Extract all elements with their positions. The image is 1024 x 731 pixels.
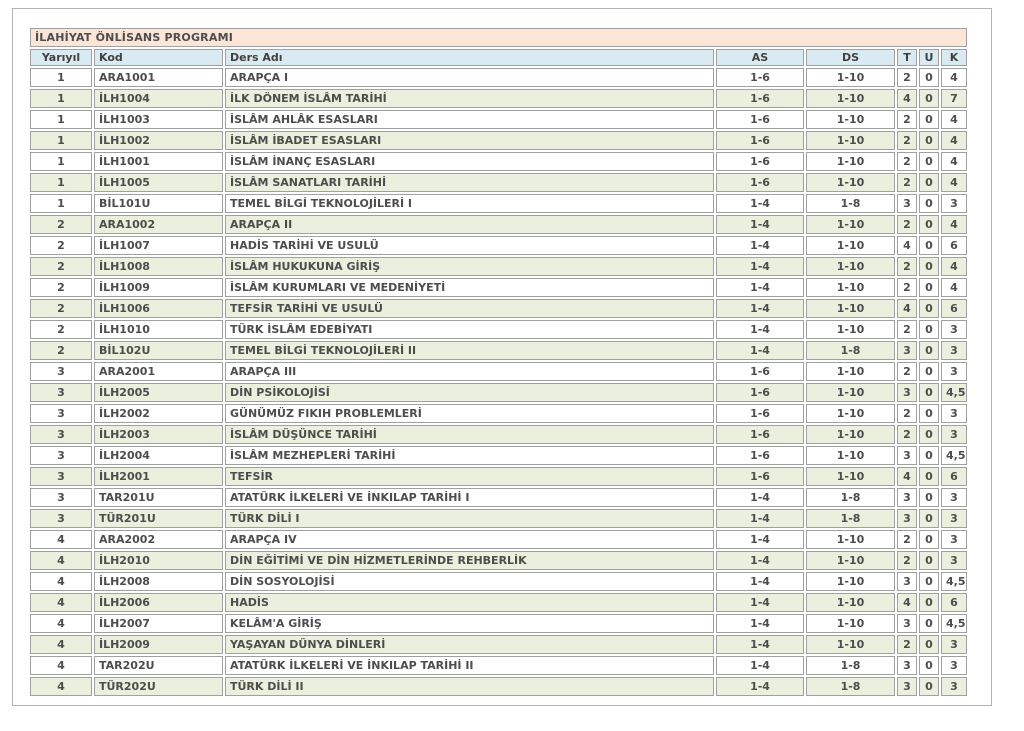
cell-as: 1-6	[716, 152, 804, 171]
table-row	[30, 257, 967, 276]
cell-ds: 1-10	[806, 152, 895, 171]
cell-u: 0	[919, 677, 939, 696]
cell-u: 0	[919, 446, 939, 465]
cell-ds: 1-10	[806, 593, 895, 612]
cell-ds: 1-10	[806, 89, 895, 108]
cell-yariyil: 1	[30, 68, 92, 87]
cell-ds: 1-10	[806, 362, 895, 381]
table-row	[30, 173, 967, 192]
cell-ders: İSLÂM DÜŞÜNCE TARİHİ	[225, 425, 714, 444]
cell-k: 4,5	[941, 614, 967, 633]
table-row	[30, 551, 967, 570]
cell-ds: 1-10	[806, 551, 895, 570]
cell-ds: 1-10	[806, 425, 895, 444]
cell-as: 1-6	[716, 131, 804, 150]
cell-ds: 1-10	[806, 236, 895, 255]
cell-ders: DİN SOSYOLOJİSİ	[225, 572, 714, 591]
cell-u: 0	[919, 320, 939, 339]
cell-yariyil: 3	[30, 446, 92, 465]
cell-kod: İLH1006	[94, 299, 223, 318]
cell-k: 3	[941, 635, 967, 654]
page-frame	[12, 8, 992, 706]
cell-ds: 1-10	[806, 215, 895, 234]
table-row	[30, 278, 967, 297]
cell-yariyil: 2	[30, 215, 92, 234]
cell-u: 0	[919, 257, 939, 276]
cell-u: 0	[919, 467, 939, 486]
cell-kod: İLH1004	[94, 89, 223, 108]
cell-ders: ATATÜRK İLKELERİ VE İNKILAP TARİHİ I	[225, 488, 714, 507]
cell-as: 1-4	[716, 656, 804, 675]
cell-yariyil: 4	[30, 530, 92, 549]
cell-ds: 1-10	[806, 278, 895, 297]
cell-yariyil: 4	[30, 635, 92, 654]
cell-u: 0	[919, 572, 939, 591]
cell-t: 3	[897, 677, 917, 696]
cell-ders: GÜNÜMÜZ FIKIH PROBLEMLERİ	[225, 404, 714, 423]
cell-yariyil: 3	[30, 362, 92, 381]
cell-as: 1-4	[716, 320, 804, 339]
cell-t: 4	[897, 236, 917, 255]
cell-ds: 1-10	[806, 110, 895, 129]
column-header-t: T	[897, 49, 917, 66]
cell-as: 1-6	[716, 404, 804, 423]
cell-ders: TÜRK İSLÂM EDEBİYATI	[225, 320, 714, 339]
cell-yariyil: 3	[30, 425, 92, 444]
cell-ders: İLK DÖNEM İSLÂM TARİHİ	[225, 89, 714, 108]
cell-t: 3	[897, 341, 917, 360]
cell-k: 3	[941, 404, 967, 423]
cell-t: 2	[897, 404, 917, 423]
cell-ders: İSLÂM HUKUKUNA GİRİŞ	[225, 257, 714, 276]
cell-t: 3	[897, 572, 917, 591]
column-header-k: K	[941, 49, 967, 66]
cell-k: 4	[941, 152, 967, 171]
cell-u: 0	[919, 152, 939, 171]
cell-k: 3	[941, 551, 967, 570]
cell-k: 4	[941, 110, 967, 129]
cell-t: 2	[897, 635, 917, 654]
cell-u: 0	[919, 68, 939, 87]
cell-kod: İLH2004	[94, 446, 223, 465]
cell-as: 1-4	[716, 236, 804, 255]
cell-k: 3	[941, 320, 967, 339]
cell-as: 1-4	[716, 215, 804, 234]
cell-t: 2	[897, 152, 917, 171]
column-header-yariyil: Yarıyıl	[30, 49, 92, 66]
cell-u: 0	[919, 341, 939, 360]
cell-u: 0	[919, 215, 939, 234]
cell-kod: İLH1009	[94, 278, 223, 297]
cell-u: 0	[919, 425, 939, 444]
cell-u: 0	[919, 551, 939, 570]
table-row	[30, 404, 967, 423]
cell-ders: HADİS	[225, 593, 714, 612]
cell-ds: 1-8	[806, 656, 895, 675]
cell-t: 2	[897, 131, 917, 150]
cell-as: 1-6	[716, 362, 804, 381]
cell-ders: HADİS TARİHİ VE USULÜ	[225, 236, 714, 255]
table-row	[30, 362, 967, 381]
cell-k: 4	[941, 173, 967, 192]
cell-k: 3	[941, 656, 967, 675]
cell-ders: DİN PSİKOLOJİSİ	[225, 383, 714, 402]
cell-u: 0	[919, 593, 939, 612]
column-header-as: AS	[716, 49, 804, 66]
cell-ds: 1-10	[806, 257, 895, 276]
cell-ders: DİN EĞİTİMİ VE DİN HİZMETLERİNDE REHBERLİK	[225, 551, 714, 570]
cell-ds: 1-10	[806, 572, 895, 591]
cell-ds: 1-10	[806, 614, 895, 633]
cell-yariyil: 3	[30, 383, 92, 402]
cell-kod: TÜR202U	[94, 677, 223, 696]
cell-k: 3	[941, 677, 967, 696]
table-header-row	[30, 49, 967, 66]
cell-yariyil: 4	[30, 551, 92, 570]
table-row	[30, 509, 967, 528]
table-row	[30, 635, 967, 654]
cell-yariyil: 3	[30, 404, 92, 423]
cell-ders: KELÂM'A GİRİŞ	[225, 614, 714, 633]
cell-yariyil: 2	[30, 236, 92, 255]
cell-as: 1-6	[716, 110, 804, 129]
cell-u: 0	[919, 236, 939, 255]
cell-ders: TEMEL BİLGİ TEKNOLOJİLERİ I	[225, 194, 714, 213]
cell-as: 1-4	[716, 299, 804, 318]
cell-ders: YAŞAYAN DÜNYA DİNLERİ	[225, 635, 714, 654]
cell-as: 1-4	[716, 614, 804, 633]
column-header-ds: DS	[806, 49, 895, 66]
cell-yariyil: 4	[30, 593, 92, 612]
cell-kod: İLH1010	[94, 320, 223, 339]
cell-k: 3	[941, 362, 967, 381]
cell-t: 3	[897, 509, 917, 528]
cell-ds: 1-8	[806, 341, 895, 360]
cell-yariyil: 2	[30, 320, 92, 339]
program-table	[28, 26, 969, 698]
cell-u: 0	[919, 635, 939, 654]
cell-ders: İSLÂM KURUMLARI VE MEDENİYETİ	[225, 278, 714, 297]
table-row	[30, 425, 967, 444]
cell-as: 1-6	[716, 467, 804, 486]
cell-as: 1-4	[716, 194, 804, 213]
cell-kod: İLH1001	[94, 152, 223, 171]
cell-yariyil: 1	[30, 152, 92, 171]
cell-kod: İLH2006	[94, 593, 223, 612]
cell-t: 2	[897, 425, 917, 444]
cell-k: 3	[941, 488, 967, 507]
cell-kod: İLH2007	[94, 614, 223, 633]
cell-ders: İSLÂM MEZHEPLERİ TARİHİ	[225, 446, 714, 465]
table-row	[30, 152, 967, 171]
cell-t: 3	[897, 383, 917, 402]
course-table-body	[30, 68, 967, 696]
cell-ds: 1-10	[806, 467, 895, 486]
cell-kod: İLH2001	[94, 467, 223, 486]
cell-t: 2	[897, 320, 917, 339]
cell-ders: TEFSİR TARİHİ VE USULÜ	[225, 299, 714, 318]
cell-kod: BİL102U	[94, 341, 223, 360]
cell-t: 2	[897, 530, 917, 549]
cell-u: 0	[919, 299, 939, 318]
table-row	[30, 194, 967, 213]
cell-yariyil: 3	[30, 488, 92, 507]
cell-kod: İLH1007	[94, 236, 223, 255]
cell-as: 1-6	[716, 446, 804, 465]
cell-as: 1-6	[716, 425, 804, 444]
cell-ders: TÜRK DİLİ II	[225, 677, 714, 696]
cell-yariyil: 1	[30, 110, 92, 129]
cell-ders: İSLÂM AHLÂK ESASLARI	[225, 110, 714, 129]
cell-u: 0	[919, 110, 939, 129]
cell-kod: İLH1008	[94, 257, 223, 276]
cell-as: 1-4	[716, 551, 804, 570]
cell-t: 2	[897, 362, 917, 381]
cell-ds: 1-8	[806, 194, 895, 213]
column-header-ders-adi: Ders Adı	[225, 49, 714, 66]
cell-ds: 1-10	[806, 131, 895, 150]
cell-t: 3	[897, 656, 917, 675]
cell-k: 7	[941, 89, 967, 108]
cell-ds: 1-10	[806, 383, 895, 402]
cell-k: 6	[941, 236, 967, 255]
cell-kod: İLH2003	[94, 425, 223, 444]
cell-k: 4	[941, 215, 967, 234]
table-row	[30, 68, 967, 87]
cell-ds: 1-10	[806, 68, 895, 87]
cell-kod: TÜR201U	[94, 509, 223, 528]
table-row	[30, 446, 967, 465]
cell-yariyil: 4	[30, 614, 92, 633]
cell-ds: 1-10	[806, 635, 895, 654]
cell-u: 0	[919, 656, 939, 675]
cell-kod: İLH2010	[94, 551, 223, 570]
cell-as: 1-6	[716, 173, 804, 192]
cell-u: 0	[919, 194, 939, 213]
cell-u: 0	[919, 383, 939, 402]
cell-k: 4	[941, 257, 967, 276]
cell-as: 1-4	[716, 572, 804, 591]
cell-t: 2	[897, 68, 917, 87]
cell-yariyil: 3	[30, 509, 92, 528]
cell-yariyil: 1	[30, 131, 92, 150]
cell-as: 1-4	[716, 677, 804, 696]
table-row	[30, 341, 967, 360]
cell-t: 4	[897, 593, 917, 612]
table-row	[30, 236, 967, 255]
cell-kod: ARA2001	[94, 362, 223, 381]
cell-as: 1-4	[716, 635, 804, 654]
table-row	[30, 656, 967, 675]
cell-u: 0	[919, 89, 939, 108]
cell-t: 2	[897, 257, 917, 276]
cell-t: 2	[897, 110, 917, 129]
cell-kod: ARA1002	[94, 215, 223, 234]
cell-yariyil: 1	[30, 89, 92, 108]
table-row	[30, 467, 967, 486]
table-row	[30, 215, 967, 234]
table-row	[30, 320, 967, 339]
cell-as: 1-4	[716, 530, 804, 549]
cell-ders: ARAPÇA III	[225, 362, 714, 381]
cell-u: 0	[919, 131, 939, 150]
cell-t: 4	[897, 299, 917, 318]
cell-u: 0	[919, 488, 939, 507]
cell-ds: 1-8	[806, 488, 895, 507]
cell-yariyil: 3	[30, 467, 92, 486]
cell-ders: ARAPÇA I	[225, 68, 714, 87]
cell-t: 3	[897, 614, 917, 633]
cell-yariyil: 2	[30, 278, 92, 297]
cell-k: 6	[941, 299, 967, 318]
cell-ders: TEMEL BİLGİ TEKNOLOJİLERİ II	[225, 341, 714, 360]
cell-u: 0	[919, 530, 939, 549]
cell-kod: İLH1002	[94, 131, 223, 150]
cell-u: 0	[919, 278, 939, 297]
cell-as: 1-4	[716, 341, 804, 360]
cell-k: 3	[941, 530, 967, 549]
cell-t: 2	[897, 278, 917, 297]
cell-ders: ATATÜRK İLKELERİ VE İNKILAP TARİHİ II	[225, 656, 714, 675]
cell-t: 3	[897, 446, 917, 465]
cell-kod: İLH2008	[94, 572, 223, 591]
cell-k: 3	[941, 194, 967, 213]
cell-kod: BİL101U	[94, 194, 223, 213]
cell-as: 1-6	[716, 383, 804, 402]
cell-kod: İLH2005	[94, 383, 223, 402]
cell-kod: ARA2002	[94, 530, 223, 549]
cell-t: 4	[897, 89, 917, 108]
cell-t: 4	[897, 467, 917, 486]
cell-ders: İSLÂM İBADET ESASLARI	[225, 131, 714, 150]
cell-k: 3	[941, 425, 967, 444]
cell-k: 4	[941, 278, 967, 297]
cell-yariyil: 4	[30, 572, 92, 591]
cell-ders: ARAPÇA II	[225, 215, 714, 234]
table-row	[30, 488, 967, 507]
table-row	[30, 110, 967, 129]
cell-kod: İLH1003	[94, 110, 223, 129]
table-row	[30, 299, 967, 318]
cell-ds: 1-10	[806, 320, 895, 339]
table-row	[30, 614, 967, 633]
column-header-u: U	[919, 49, 939, 66]
table-row	[30, 530, 967, 549]
title-row	[30, 28, 967, 47]
cell-as: 1-6	[716, 68, 804, 87]
cell-u: 0	[919, 173, 939, 192]
cell-ders: TÜRK DİLİ I	[225, 509, 714, 528]
cell-yariyil: 1	[30, 194, 92, 213]
table-row	[30, 131, 967, 150]
cell-t: 2	[897, 551, 917, 570]
cell-as: 1-4	[716, 257, 804, 276]
cell-yariyil: 1	[30, 173, 92, 192]
cell-yariyil: 4	[30, 677, 92, 696]
table-row	[30, 89, 967, 108]
cell-ders: İSLÂM SANATLARI TARİHİ	[225, 173, 714, 192]
table-row	[30, 593, 967, 612]
cell-k: 4	[941, 68, 967, 87]
cell-k: 4,5	[941, 572, 967, 591]
cell-ds: 1-10	[806, 173, 895, 192]
cell-kod: İLH1005	[94, 173, 223, 192]
cell-yariyil: 4	[30, 656, 92, 675]
cell-u: 0	[919, 614, 939, 633]
cell-ds: 1-8	[806, 509, 895, 528]
cell-kod: İLH2002	[94, 404, 223, 423]
cell-ders: İSLÂM İNANÇ ESASLARI	[225, 152, 714, 171]
cell-as: 1-6	[716, 89, 804, 108]
cell-kod: TAR202U	[94, 656, 223, 675]
cell-yariyil: 2	[30, 341, 92, 360]
cell-k: 4,5	[941, 446, 967, 465]
cell-as: 1-4	[716, 278, 804, 297]
cell-as: 1-4	[716, 488, 804, 507]
cell-u: 0	[919, 509, 939, 528]
cell-k: 6	[941, 593, 967, 612]
page-title: İLAHİYAT ÖNLİSANS PROGRAMI	[30, 28, 967, 47]
cell-k: 6	[941, 467, 967, 486]
cell-ders: ARAPÇA IV	[225, 530, 714, 549]
column-header-kod: Kod	[94, 49, 223, 66]
cell-ds: 1-10	[806, 530, 895, 549]
cell-yariyil: 2	[30, 299, 92, 318]
cell-t: 3	[897, 194, 917, 213]
cell-as: 1-4	[716, 509, 804, 528]
cell-k: 3	[941, 341, 967, 360]
cell-yariyil: 2	[30, 257, 92, 276]
cell-kod: TAR201U	[94, 488, 223, 507]
table-row	[30, 572, 967, 591]
cell-ders: TEFSİR	[225, 467, 714, 486]
cell-as: 1-4	[716, 593, 804, 612]
table-row	[30, 383, 967, 402]
cell-t: 2	[897, 215, 917, 234]
cell-t: 3	[897, 488, 917, 507]
cell-u: 0	[919, 404, 939, 423]
cell-ds: 1-8	[806, 677, 895, 696]
cell-k: 3	[941, 509, 967, 528]
cell-kod: İLH2009	[94, 635, 223, 654]
cell-kod: ARA1001	[94, 68, 223, 87]
table-row	[30, 677, 967, 696]
cell-t: 2	[897, 173, 917, 192]
cell-u: 0	[919, 362, 939, 381]
cell-k: 4	[941, 131, 967, 150]
cell-ds: 1-10	[806, 404, 895, 423]
cell-ds: 1-10	[806, 446, 895, 465]
cell-k: 4,5	[941, 383, 967, 402]
cell-ds: 1-10	[806, 299, 895, 318]
